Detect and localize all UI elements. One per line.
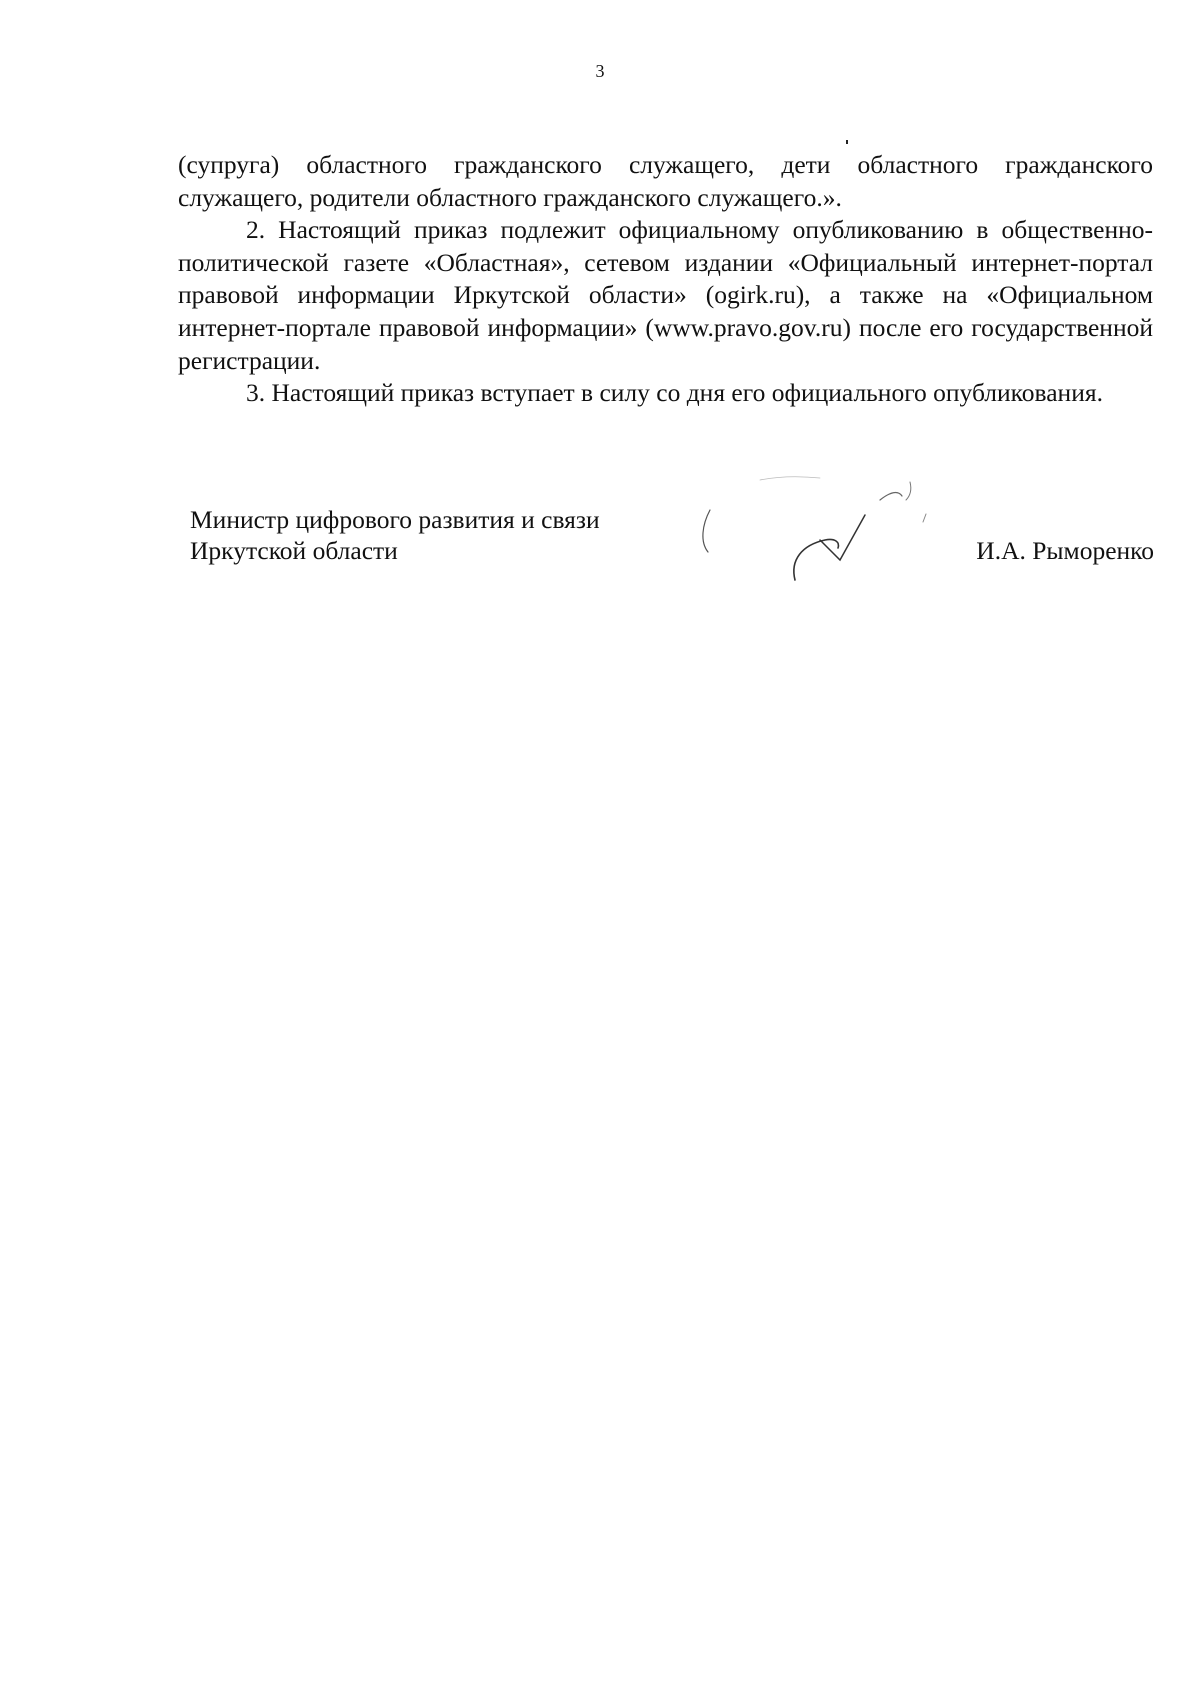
paragraph-item-3: 3. Настоящий приказ вступает в силу со дня его официального опубликования.: [246, 378, 1103, 408]
signatory-position-line-2: Иркутской области: [190, 536, 398, 565]
signatory-name: И.А. Рыморенко: [976, 536, 1154, 565]
page-number: 3: [595, 61, 605, 81]
signatory-position-line-1: Министр цифрового развития и связи: [190, 505, 600, 534]
document-body: [178, 149, 1153, 410]
paragraph-item-2: 2. Настоящий приказ подлежит официальному опубликованию в общественно-политической газете «Областная», сетевом издании «Официальный интернет-портал правовой информации Иркутской области» (ogirk.ru), а также на «Официальном интернет-портале правовой информации» (www.pravo.gov.ru) после его государственной регистрации.: [178, 215, 1153, 375]
signatory-position: [190, 504, 600, 566]
scan-speck: [846, 140, 848, 144]
paragraph-continuation: (супруга) областного гражданского служащего, дети областного гражданского служащего, родители областного гражданского служащего.».: [178, 150, 1153, 212]
handwritten-signature: [690, 470, 930, 590]
